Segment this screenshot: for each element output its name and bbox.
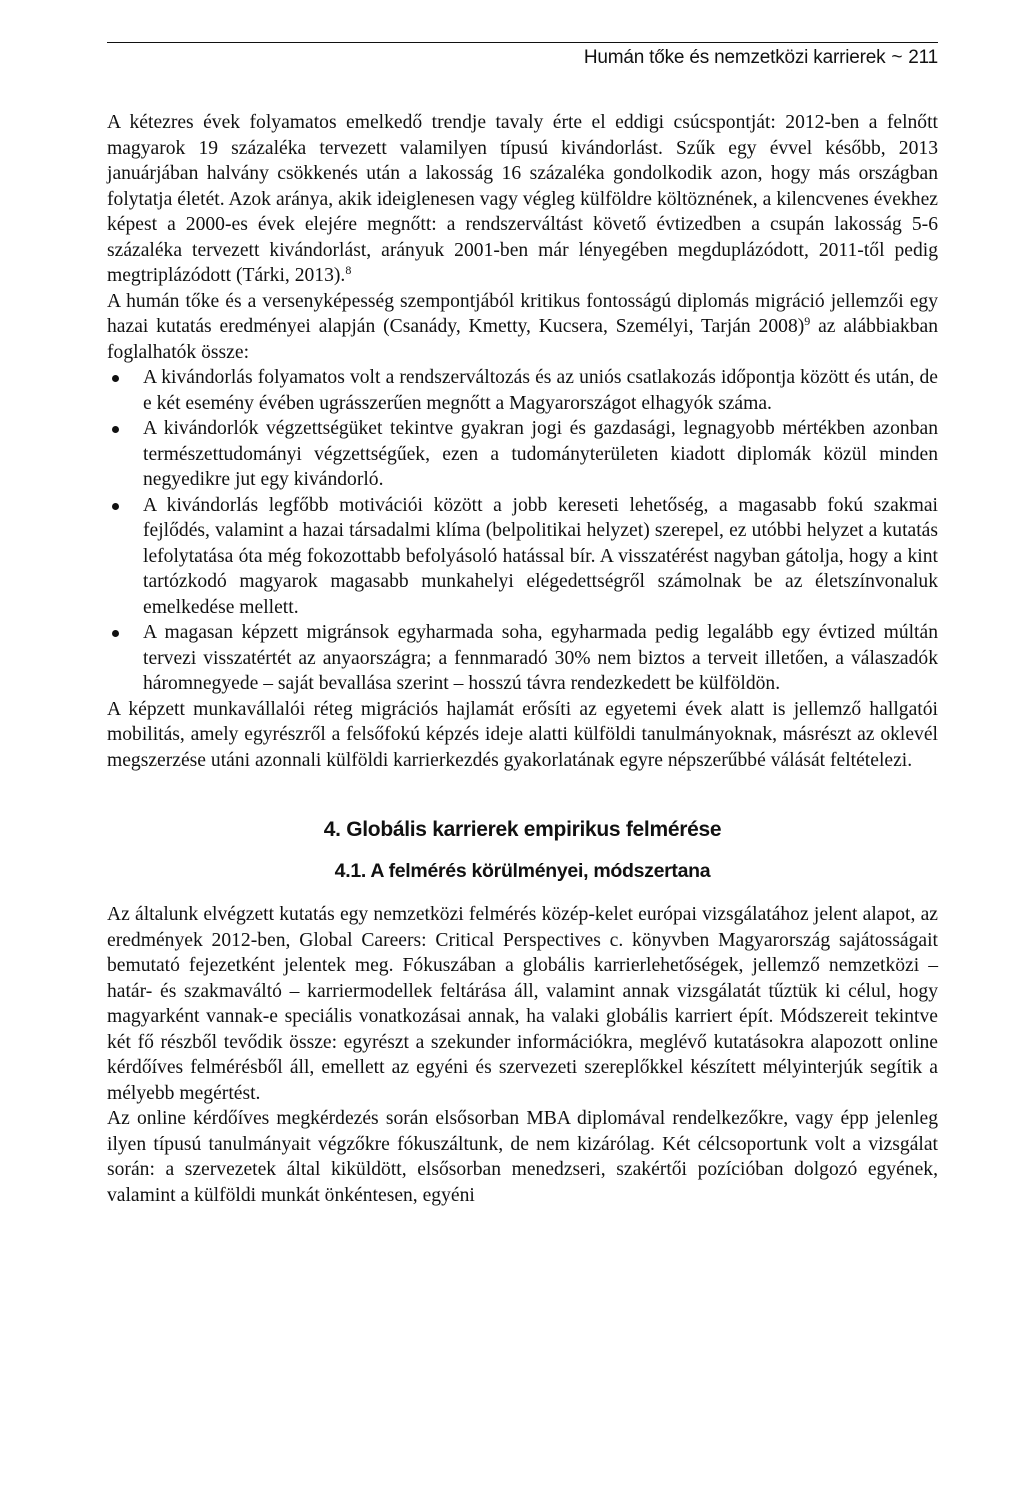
page-number: 211 — [908, 47, 938, 68]
paragraph-student-mobility: A képzett munkavállalói réteg migrációs hajlamát erősíti az egyetemi évek alatt is jellemző hallgatói mobilitás, amely egyrészről a felsőfokú képzés ideje alatti külföldi tanulmányoknak, másrészt az oklevél megszerzése utáni azonnali külföldi karrierkezdés gyakorlatának egyre népszerűbbé válását feltételezi. — [107, 698, 938, 771]
list-item-text: A kivándorlók végzettségüket tekintve gyakran jogi és gazdasági, legnagyobb mértékben azonban természettudományi végzettségűek, ezen a tudományterületen kiadott diplomák közül minden negyedikre jut egy kivándorló. — [143, 418, 938, 490]
list-item — [143, 493, 938, 621]
paragraph-graduate-migration — [107, 289, 938, 366]
list-item-text: A kivándorlás legfőbb motivációi között a jobb kereseti lehetőség, a magasabb fokú szakmai fejlődés, valamint a hazai társadalmi klíma (belpolitikai helyzet) szerepel, ez utóbbi helyzet a kutatás lefolytatása óta még fokozottabb befolyásoló hatással bír. A visszatérést nagyban gátolja, hogy a kint tartózkodó magyarok magasabb munkahelyi elégedettségről számolnak be az életszínvonaluk emelkedése mellett. — [143, 494, 938, 618]
paragraph-text: az alábbiakban foglalhatók össze: — [107, 316, 938, 363]
bullet-icon — [112, 426, 119, 433]
paragraph-text: A humán tőke és a versenyképesség szempontjából kritikus fontosságú diplomás migráció jellemzői egy hazai kutatás eredményei alapján (Csanády, Kmetty, Kucsera, Személyi, Tarján 2008) — [107, 290, 938, 337]
paragraph-online-survey: Az online kérdőíves megkérdezés során elsősorban MBA diplomával rendelkezőkre, vagy épp jelenleg ilyen típusú tanulmányait végzőkre fókuszáltunk, de nem kizárólag. Két célcsoportunk volt a vizsgálat során: a szervezetek által kiküldött, elsősorban menedzseri, szakértői pozícióban dolgozó egyének, valamint a külföldi munkát önkéntesen, egyéni — [107, 1108, 938, 1206]
paragraph-emigration-trend — [107, 110, 938, 289]
bullet-icon — [112, 503, 119, 510]
list-item-text: A kivándorlás folyamatos volt a rendszerváltozás és az uniós csatlakozás időpontja között és után, de e két esemény évében ugrásszerűen megnőtt a Magyarországot elhagyók száma. — [143, 367, 938, 414]
subsection-heading: 4.1. A felmérés körülményei, módszertana — [334, 859, 711, 882]
list-item-text: A magasan képzett migránsok egyharmada soha, egyharmada pedig legalább egy évtized múltán tervezi visszatértét az anyaországra; a fennmaradó 30% nem biztos a terveit illetően, a válaszadók háromnegyede – saját bevallása szerint – hosszú távra rendezkedett be külföldön. — [143, 622, 938, 694]
list-item — [143, 365, 938, 416]
footnote-ref-9: 9 — [804, 314, 811, 328]
running-head-title: Humán tőke és nemzetközi karrierek — [583, 47, 886, 68]
section-heading: 4. Globális karrierek empirikus felmérése — [323, 818, 722, 841]
paragraph-text: A kétezres évek folyamatos emelkedő trendje tavaly érte el eddigi csúcspontját: 2012-ben a felnőtt magyarok 19 százaléka tervezett valamilyen típusú kivándorlást. Szűk egy évvel később, 2013 januárjában halvány csökkenés után a lakosság 16 százaléka gondolkodik azon, hogy más országban folytatja életét. Azok aránya, akik ideiglenesen vagy végleg külföldre költöznének, a kilencvenes évekhez képest a 2000-es évek elejére megnőtt: a rendszerváltást követő évtizedben a csupán lakosság 5-6 százaléka tervezett kivándorlást, arányuk 2001-ben már lényegében megduplázódott, 2011-től pedig megtriplázódott (Tárki, 2013). — [107, 112, 938, 286]
bullet-icon — [112, 630, 119, 637]
list-item — [143, 620, 938, 697]
running-head-separator: ~ — [891, 47, 903, 68]
book-page — [107, 0, 938, 1501]
footnote-ref-8: 8 — [345, 263, 352, 277]
bullet-icon — [112, 375, 119, 382]
running-head — [107, 42, 938, 69]
body-text — [107, 110, 938, 1208]
list-item — [143, 416, 938, 493]
paragraph-research-overview: Az általunk elvégzett kutatás egy nemzetközi felmérés közép-kelet európai vizsgálatához jelent alapot, az eredmények 2012-ben, Global Careers: Critical Perspectives c. könyvben Magyarország sajátosságait bemutató fejezetként jelentek meg. Fókuszában a globális karrierlehetőségek, jellemző nemzetközi – határ- és szakmaváltó – karriermodellek feltárása áll, valamint annak vizsgálatát tűztük ki célul, hogy magyarként vannak-e speciális vonatkozásai annak, ha valaki globális karriert épít. Módszereit tekintve két fő részből tevődik össze: egyrészt a szekunder információkra, meglévő kutatásokra alapozott online kérdőíves felmérésből áll, emellett az egyéni és szervezeti szereplőkkel készített mélyinterjúk segítik a mélyebb megértést. — [107, 904, 938, 1104]
findings-bullet-list — [107, 365, 938, 697]
